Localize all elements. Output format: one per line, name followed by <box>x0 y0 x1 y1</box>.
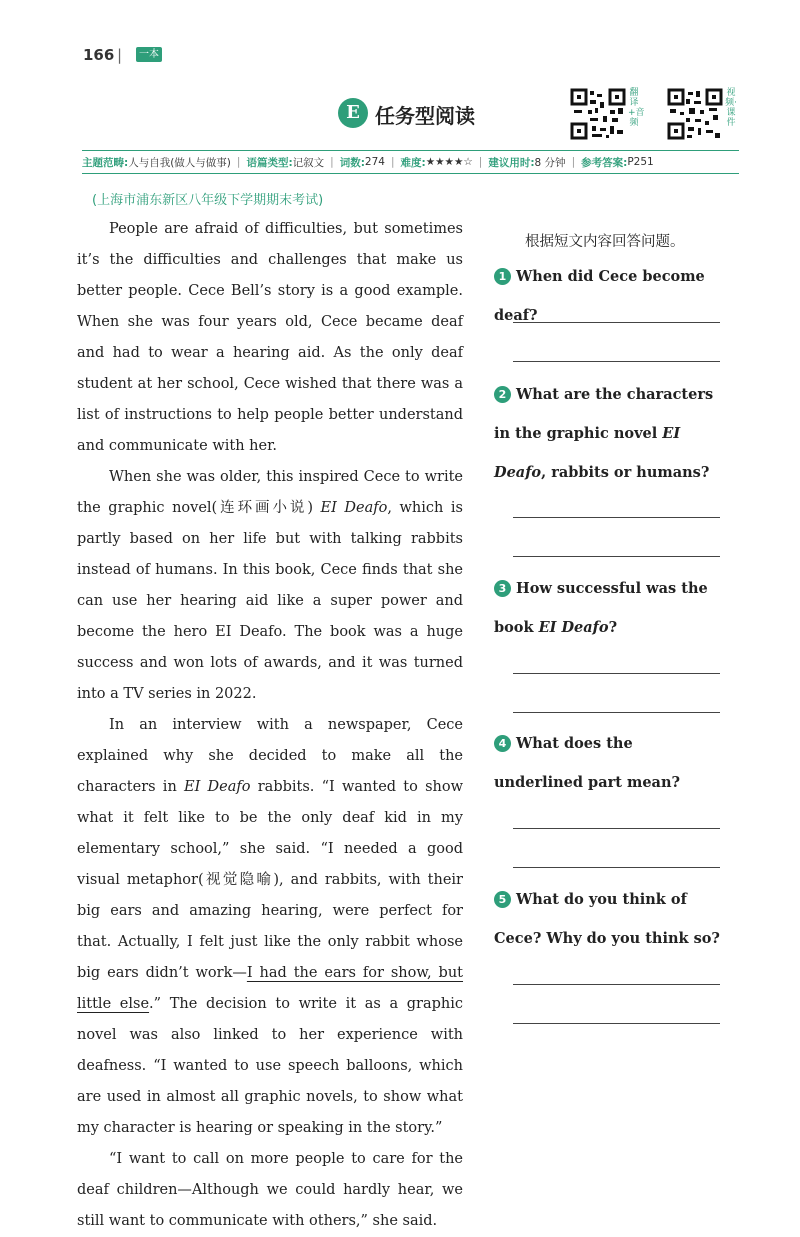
question-1: 1 When did Cece become deaf? <box>494 268 705 324</box>
question-number: 4 <box>494 735 511 752</box>
answer-page: P251 <box>627 156 654 168</box>
paragraph-1: People are afraid of difficulties, but sometimes it’s the difficulties and challenges that make us better people. Cece Bell’s story is a good example. When she was four years old, Cece became deaf and had to wear a hearing aid. As the only deaf student at her school, Cece wished that there was a list of instructions to help people better understand and communicate with her. <box>77 221 463 454</box>
question-5: 5 What do you think of Cece? Why do you think so? <box>494 891 720 947</box>
qr-code-icon[interactable] <box>570 88 626 140</box>
exam-source: (上海市浦东新区八年级下学期期末考试) <box>92 193 324 208</box>
time-value: 8 分钟 <box>534 156 566 169</box>
genre-value: 记叙文 <box>292 156 325 169</box>
question-3: 3 How successful was the book EI Deafo? <box>494 580 708 636</box>
answer-key: 参考答案: <box>581 156 628 169</box>
answer-line[interactable] <box>513 828 720 829</box>
brand-logo: 一本 <box>136 47 162 62</box>
qr-right-label: 视频·课件 <box>725 88 737 128</box>
paragraph-3: In an interview with a newspaper, Cece explained why she decided to make all the characters in EI Deafo rabbits. “I wanted to show what it felt like to be the only deaf kid in my elementary school,” she said. “I needed a good visual metaphor(视觉隐喻), and rabbits, with their big ears and amazing hearing, were perfect for that. Actually, I felt just like the only rabbit whose big ears didn’t work—I had the ears for show, but little else.” The decision to write it as a graphic novel was also linked to her experience with deafness. “I wanted to use speech balloons, which are used in almost all graphic novels, to show what my character is hearing or speaking in the story.” <box>77 717 464 1136</box>
time-key: 建议用时: <box>488 156 535 169</box>
underlined-part: I had the ears for show, but little else <box>77 965 464 1012</box>
difficulty-key: 难度: <box>400 156 426 169</box>
answer-line[interactable] <box>513 867 720 868</box>
topic-value: 人与自我(做人与做事) <box>128 156 231 169</box>
question-number: 1 <box>494 268 511 285</box>
instructions: 根据短文内容回答问题。 <box>525 234 685 250</box>
page-separator: | <box>117 46 123 64</box>
book-title: EI Deafo <box>184 779 251 795</box>
word-count-key: 词数: <box>339 156 365 169</box>
answer-line[interactable] <box>513 556 720 557</box>
meta-bar: 主题范畴: 人与自我(做人与做事) | 语篇类型: 记叙文 | 词数: 274 | 难度: ★★★★☆ | 建议用时: 8 分钟 | 参考答案: P251 <box>82 150 739 174</box>
question-number: 5 <box>494 891 511 908</box>
paragraph-4: “I want to call on more people to care for the deaf children—Although we could hardly hear, we still want to communicate with others,” she said. <box>77 1151 463 1229</box>
page-number: 166 <box>83 46 115 64</box>
answer-line[interactable] <box>513 517 720 518</box>
answer-line[interactable] <box>513 673 720 674</box>
section-title: 任务型阅读 <box>375 104 475 128</box>
answer-line[interactable] <box>513 984 720 985</box>
section-badge: E <box>338 98 368 128</box>
question-number: 2 <box>494 386 511 403</box>
word-count-value: 274 <box>364 156 385 168</box>
question-number: 3 <box>494 580 511 597</box>
answer-line[interactable] <box>513 712 720 713</box>
qr-code-icon[interactable] <box>667 88 723 140</box>
qr-left-label: 翻译+音频 <box>628 88 645 128</box>
difficulty-stars: ★★★★☆ <box>425 156 473 168</box>
topic-key: 主题范畴: <box>82 156 129 169</box>
answer-line[interactable] <box>513 322 720 323</box>
book-title: EI Deafo <box>320 500 388 516</box>
question-4: 4 What does the underlined part mean? <box>494 735 680 791</box>
paragraph-2: When she was older, this inspired Cece to write the graphic novel(连环画小说) EI Deafo, which is partly based on her life but with talking rabbits instead of humans. In this book, Cece finds that she can use her hearing aid like a super power and become the hero EI Deafo. The book was a huge success and won lots of awards, and it was turned into a TV series in 2022. <box>77 469 463 702</box>
answer-line[interactable] <box>513 1023 720 1024</box>
question-2: 2 What are the characters in the graphic novel EI Deafo, rabbits or humans? <box>494 386 714 481</box>
genre-key: 语篇类型: <box>246 156 293 169</box>
answer-line[interactable] <box>513 361 720 362</box>
reading-passage <box>77 214 463 1237</box>
